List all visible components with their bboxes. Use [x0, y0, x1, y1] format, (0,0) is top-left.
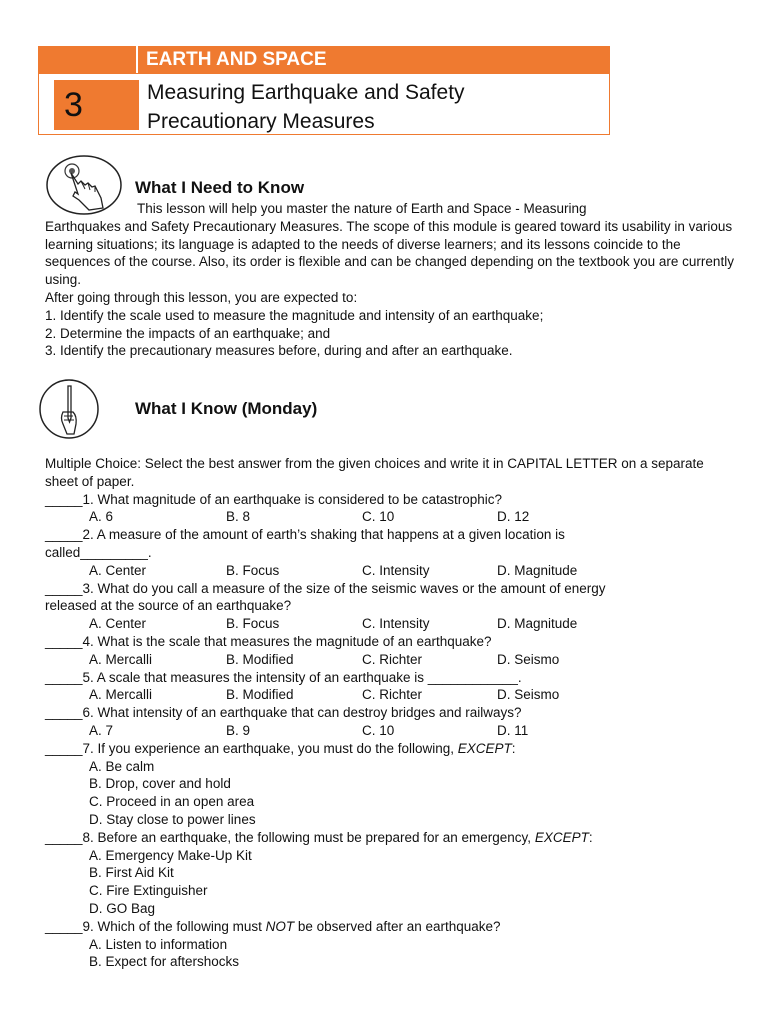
option-d: D. 12	[497, 509, 530, 525]
option-d: D. Seismo	[497, 687, 560, 703]
option-c: C. Intensity	[362, 562, 430, 578]
question-5-options	[45, 686, 745, 704]
question-6: _____6. What intensity of an earthquake that can destroy bridges and railways?	[45, 705, 522, 721]
option-a: A. 6	[89, 509, 114, 525]
option-c: C. Intensity	[362, 616, 430, 632]
question-1: _____1. What magnitude of an earthquake is considered to be catastrophic?	[45, 491, 503, 507]
need-to-know-body	[45, 200, 735, 360]
question-7-text: _____7. If you experience an earthquake, you must do the following,	[45, 740, 458, 756]
module-title-box	[38, 73, 610, 135]
option-a: A. Center	[89, 562, 147, 578]
question-8-options	[45, 847, 745, 918]
module-title-line-2: Precautionary Measures	[147, 110, 375, 133]
module-header-bar	[38, 46, 610, 73]
question-7	[45, 740, 745, 758]
option-d: D. Magnitude	[497, 616, 578, 632]
question-2-cont: called_________.	[45, 544, 152, 560]
quiz-section	[45, 455, 745, 971]
option-c: C. Fire Extinguisher	[89, 883, 208, 899]
subject-title: EARTH AND SPACE	[146, 49, 327, 70]
option-b: B. Expect for aftershocks	[89, 954, 240, 970]
objective-item: 2. Determine the impacts of an earthquake; and	[45, 325, 331, 341]
question-7-options	[45, 758, 745, 829]
option-d: D. 11	[497, 722, 529, 738]
module-title	[147, 78, 465, 136]
question-1-options	[45, 508, 745, 526]
option-d: D. Magnitude	[497, 562, 578, 578]
header-bar-left-cell	[38, 46, 138, 73]
question-8-emphasis: EXCEPT	[534, 829, 589, 845]
quiz-instructions: Multiple Choice: Select the best answer from the given choices and write it in CAPITAL LETTER on a separate sheet of paper.	[45, 456, 704, 489]
option-d: D. GO Bag	[89, 900, 156, 916]
question-3-options	[45, 615, 745, 633]
option-c: C. Proceed in an open area	[89, 794, 255, 810]
question-7-end: :	[511, 740, 516, 756]
option-c: C. Richter	[362, 687, 423, 703]
option-c: C. Richter	[362, 651, 423, 667]
question-7-emphasis: EXCEPT	[457, 740, 512, 756]
question-3: _____3. What do you call a measure of the size of the seismic waves or the amount of energy	[45, 580, 606, 596]
intro-first-line: This lesson will help you master the nature of Earth and Space - Measuring	[137, 201, 587, 216]
question-8	[45, 829, 745, 847]
option-a: A. Center	[89, 616, 147, 632]
question-6-options	[45, 722, 745, 740]
option-b: B. First Aid Kit	[89, 865, 174, 881]
option-b: B. 8	[226, 509, 251, 525]
question-9	[45, 918, 745, 936]
option-d: D. Stay close to power lines	[89, 811, 256, 827]
option-a: A. Mercalli	[89, 651, 153, 667]
option-b: B. 9	[226, 722, 251, 738]
option-b: B. Focus	[226, 562, 280, 578]
question-8-text: _____8. Before an earthquake, the following must be prepared for an emergency,	[45, 829, 535, 845]
module-number: 3	[54, 80, 139, 130]
objective-item: 3. Identify the precautionary measures before, during and after an earthquake.	[45, 343, 513, 359]
option-b: B. Modified	[226, 687, 294, 703]
option-a: A. Mercalli	[89, 687, 153, 703]
question-9-end: be observed after an earthquake?	[294, 918, 501, 934]
intro-paragraph: Earthquakes and Safety Precautionary Measures. The scope of this module is geared toward its usability in various learning situations; its language is adapted to the needs of diverse learners; and its lessons coincide to the sequences of the course. Also, its order is flexible and can be changed depending on the textbook you are currently using.	[45, 218, 734, 288]
question-9-emphasis: NOT	[265, 918, 295, 934]
module-title-line-1: Measuring Earthquake and Safety	[147, 81, 465, 104]
option-a: A. Listen to information	[89, 936, 228, 952]
question-2-options	[45, 562, 745, 580]
option-b: B. Focus	[226, 616, 280, 632]
question-3-cont: released at the source of an earthquake?	[45, 598, 292, 614]
option-a: A. Emergency Make-Up Kit	[89, 847, 252, 863]
option-b: B. Drop, cover and hold	[89, 776, 231, 792]
pencil-hand-icon	[38, 378, 100, 440]
objective-item: 1. Identify the scale used to measure the magnitude and intensity of an earthquake;	[45, 307, 544, 323]
question-4: _____4. What is the scale that measures the magnitude of an earthquake?	[45, 633, 492, 649]
question-5: _____5. A scale that measures the intensity of an earthquake is ____________.	[45, 669, 522, 685]
option-b: B. Modified	[226, 651, 294, 667]
option-c: C. 10	[362, 509, 395, 525]
question-9-text: _____9. Which of the following must	[45, 918, 266, 934]
question-9-options	[45, 936, 745, 972]
section-title-need-to-know: What I Need to Know	[135, 178, 305, 197]
question-8-end: :	[588, 829, 593, 845]
option-c: C. 10	[362, 722, 395, 738]
option-a: A. 7	[89, 722, 114, 738]
question-4-options	[45, 651, 745, 669]
question-2: _____2. A measure of the amount of earth’s shaking that happens at a given location is	[45, 527, 565, 543]
section-title-what-i-know: What I Know (Monday)	[135, 399, 318, 418]
option-d: D. Seismo	[497, 651, 560, 667]
option-a: A. Be calm	[89, 758, 155, 774]
expectation-text: After going through this lesson, you are expected to:	[45, 289, 358, 305]
